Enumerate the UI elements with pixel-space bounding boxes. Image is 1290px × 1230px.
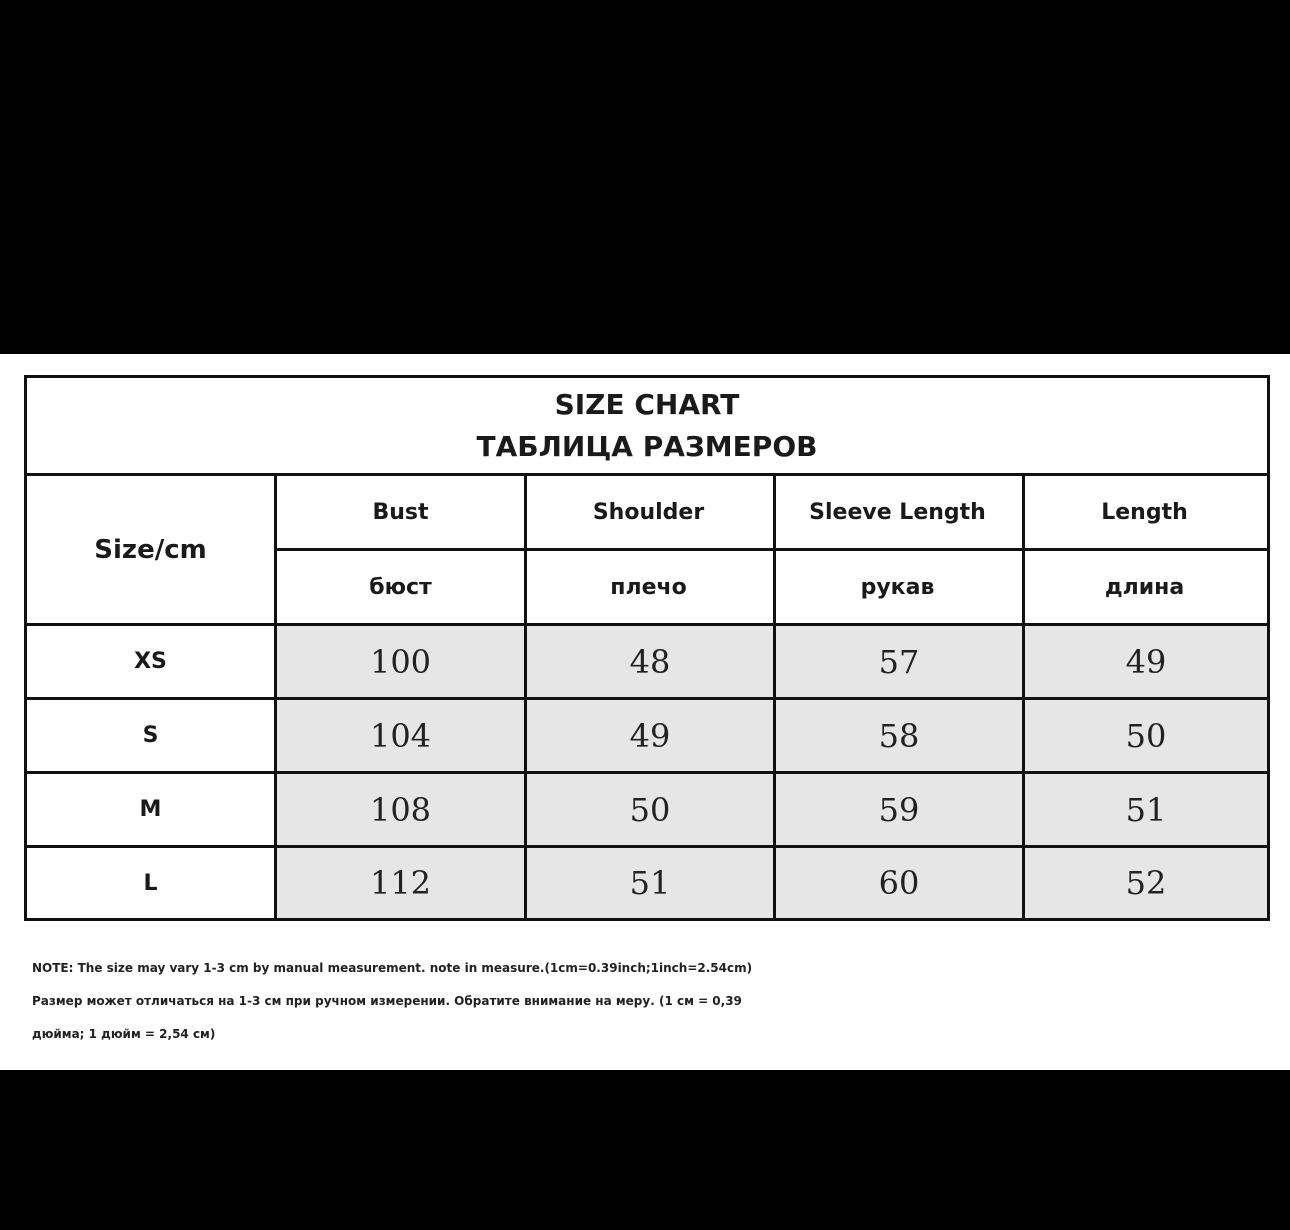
- cell-s-shoulder: 49: [527, 700, 773, 771]
- chart-title-en: SIZE CHART: [554, 388, 740, 421]
- cell-m-sleeve: 59: [776, 774, 1022, 845]
- row-label-m: M: [139, 797, 162, 822]
- size-cm-header: Size/cm: [94, 535, 207, 565]
- grid-hline: [27, 845, 1267, 848]
- cell-m-bust: 108: [277, 774, 524, 845]
- note-line-ru-2: дюйма; 1 дюйм = 2,54 см): [32, 1027, 216, 1041]
- header-bust-ru: бюст: [369, 574, 432, 600]
- cell-l-length: 52: [1025, 848, 1267, 918]
- cell-xs-bust: 100: [277, 626, 524, 697]
- note-line-en: NOTE: The size may vary 1-3 cm by manual measurement. note in measure.(1cm=0.39inch;1inch=2.54cm): [32, 961, 753, 975]
- cell-m-shoulder: 50: [527, 774, 773, 845]
- header-shoulder-en: Shoulder: [592, 499, 705, 525]
- cell-xs-shoulder: 48: [527, 626, 773, 697]
- header-shoulder-ru: плечо: [610, 574, 687, 600]
- cell-l-sleeve: 60: [776, 848, 1022, 918]
- measurement-note: [32, 952, 1272, 1051]
- grid-hline: [274, 548, 1267, 551]
- cell-xs-sleeve: 57: [776, 626, 1022, 697]
- cell-l-bust: 112: [277, 848, 524, 918]
- grid-hline: [27, 697, 1267, 700]
- grid-hline: [27, 771, 1267, 774]
- row-label-l: L: [143, 870, 158, 896]
- cell-s-bust: 104: [277, 700, 524, 771]
- cell-s-sleeve: 58: [776, 700, 1022, 771]
- header-length-ru: длина: [1104, 574, 1185, 600]
- cell-xs-length: 49: [1025, 626, 1267, 697]
- grid-hline: [27, 623, 1267, 626]
- header-sleeve-en: Sleeve Length: [809, 499, 986, 525]
- cell-m-length: 51: [1025, 774, 1267, 845]
- chart-title-ru: ТАБЛИЦА РАЗМЕРОВ: [476, 430, 818, 463]
- cell-s-length: 50: [1025, 700, 1267, 771]
- header-sleeve-ru: рукав: [860, 574, 935, 600]
- cell-l-shoulder: 51: [527, 848, 773, 918]
- size-chart-table: [24, 375, 1270, 921]
- row-label-s: S: [142, 723, 159, 748]
- chart-title-box: [27, 378, 1267, 476]
- header-length-en: Length: [1101, 499, 1188, 525]
- header-bust-en: Bust: [372, 499, 429, 525]
- note-line-ru-1: Размер может отличаться на 1-3 см при ручном измерении. Обратите внимание на меру. (1 см = 0,39: [32, 994, 742, 1008]
- row-label-xs: XS: [134, 649, 167, 674]
